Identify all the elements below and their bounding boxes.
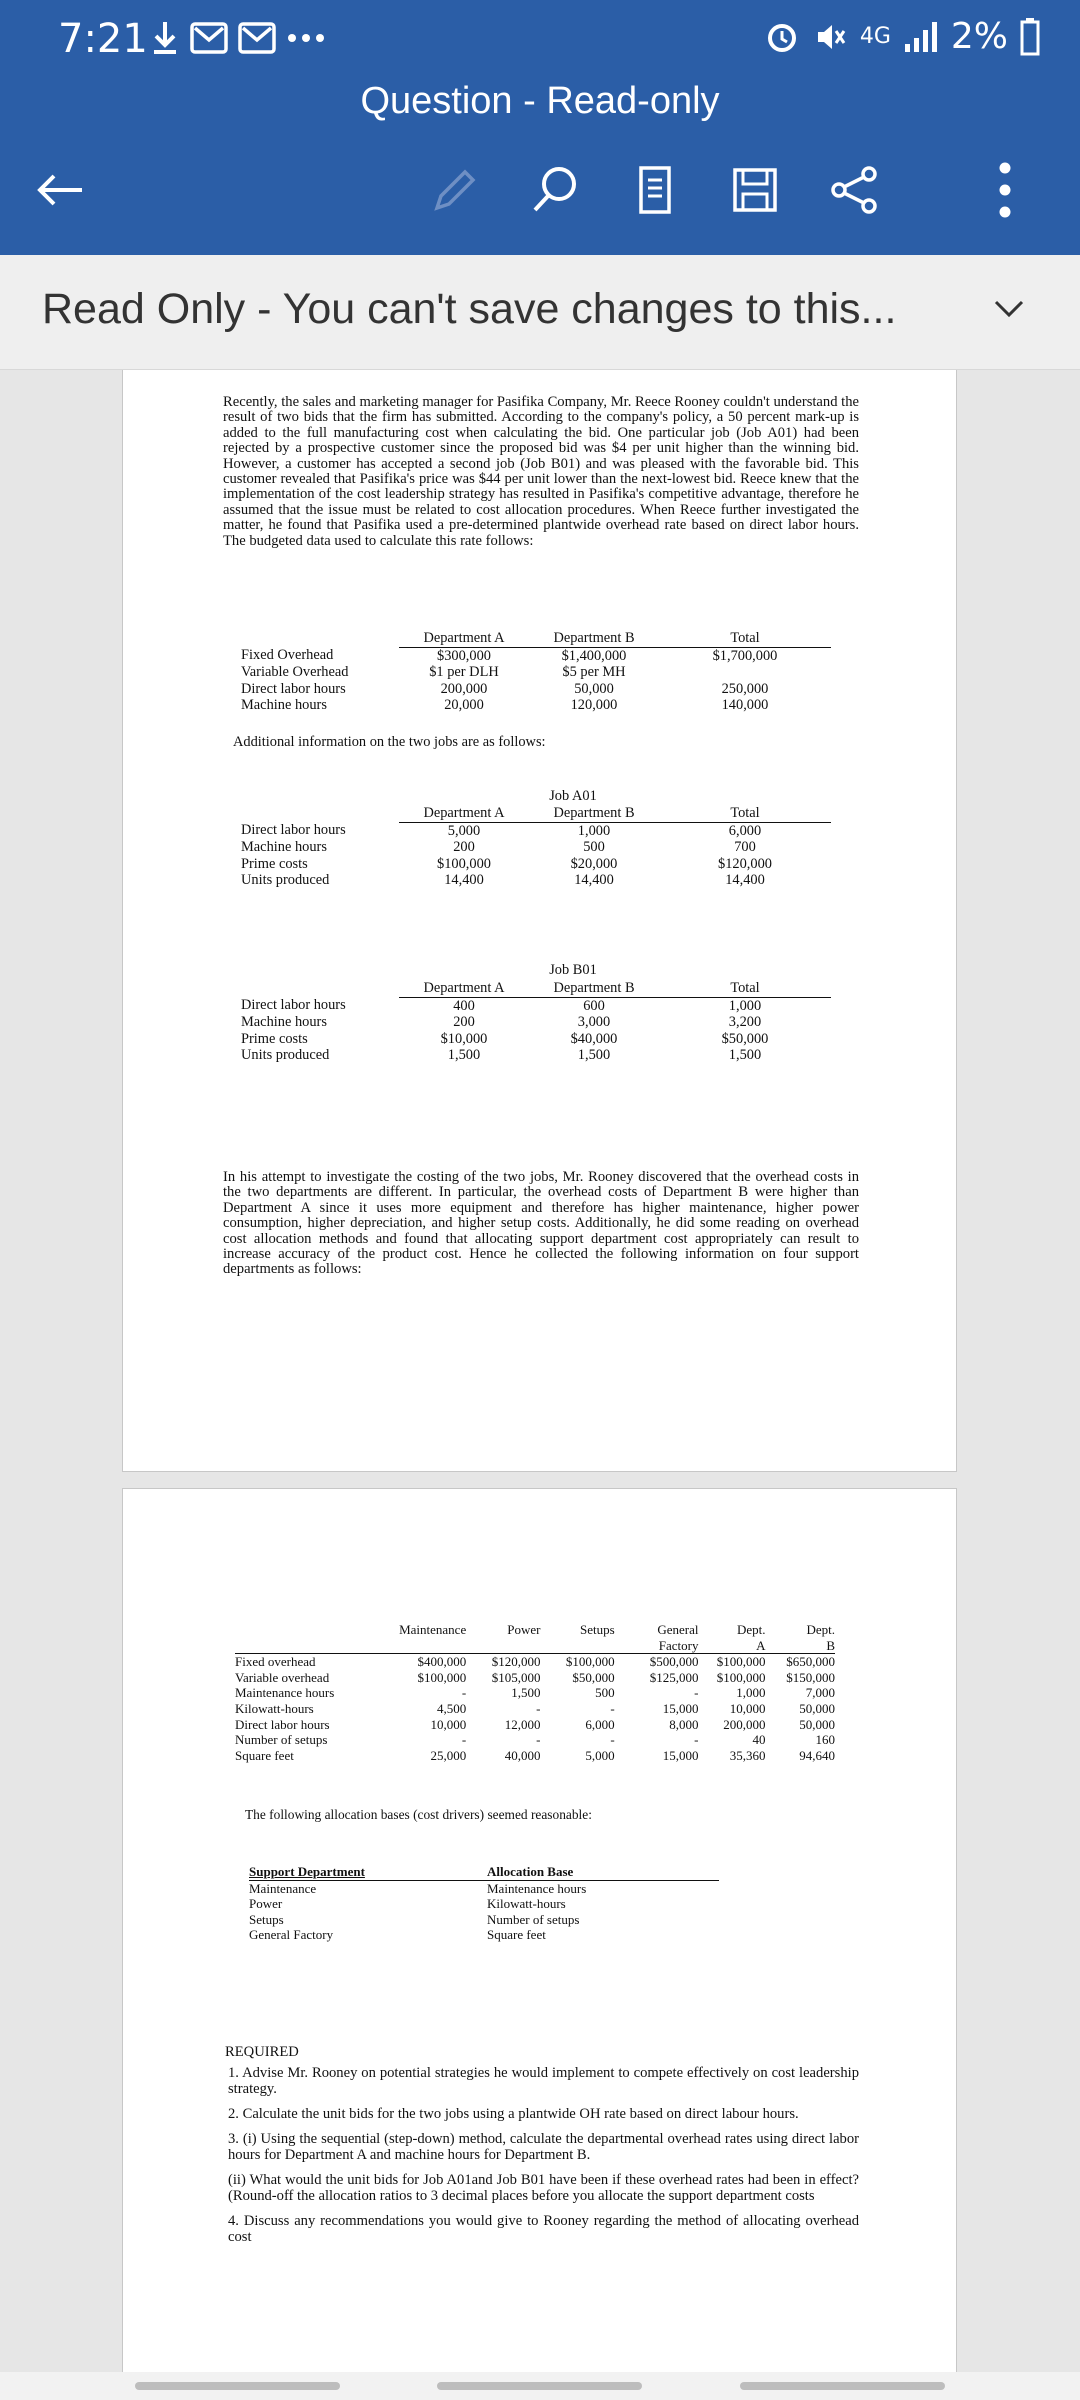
row-label: Units produced [241, 872, 330, 888]
cell: 1,500 [728, 1047, 762, 1063]
read-only-banner[interactable] [0, 255, 1080, 370]
cell: 40,000 [504, 1747, 541, 1763]
cell: $10,000 [440, 1030, 488, 1047]
cell: 8,000 [669, 1716, 699, 1732]
allocation-bases-intro: The following allocation bases (cost drivers) seemed reasonable: [245, 1807, 592, 1822]
table-row [241, 681, 831, 698]
edit-pencil-icon[interactable] [425, 160, 485, 220]
network-type: 4G [859, 24, 891, 49]
table-row [241, 664, 831, 681]
cell: 20,000 [444, 697, 484, 713]
cell: 140,000 [721, 697, 769, 713]
cell: $120,000 [491, 1654, 541, 1670]
cell: 600 [583, 997, 605, 1014]
required-item: 4. Discuss any recommendations you would give to Rooney regarding the method of allocating overhead cost [228, 2213, 859, 2245]
bases-header: Support Department [249, 1864, 365, 1879]
job-header: Department A [399, 980, 529, 997]
row-label: Setups [249, 1911, 284, 1927]
document-title: Question - Read-only [360, 80, 720, 122]
cell: 40 [752, 1732, 766, 1748]
cell: 14,400 [444, 872, 484, 888]
cell: 50,000 [574, 680, 614, 697]
row-label: Fixed Overhead [241, 647, 334, 663]
table-row [241, 1031, 831, 1048]
row-label: Direct labor hours [241, 680, 346, 697]
cell: $300,000 [437, 647, 491, 664]
cell: $1,400,000 [561, 647, 627, 664]
budget-table [241, 630, 831, 714]
nav-pill-left[interactable] [135, 2382, 340, 2390]
row-label: Prime costs [241, 855, 308, 872]
cell: 6,000 [585, 1716, 615, 1732]
row-label: Machine hours [241, 697, 327, 713]
cell: 5,000 [447, 822, 481, 839]
cell: $50,000 [572, 1669, 615, 1685]
allocation-bases-table [249, 1864, 719, 1943]
required-title: REQUIRED [225, 2044, 299, 2060]
cell: 1,500 [577, 1047, 611, 1063]
cell: 14,400 [725, 872, 765, 888]
document-page-2 [122, 1488, 957, 2378]
cell: 14,400 [574, 872, 614, 888]
row-label: Direct labor hours [235, 1716, 330, 1732]
row-label: Direct labor hours [241, 997, 346, 1013]
cell: 3,200 [728, 1014, 762, 1030]
cell: $125,000 [649, 1669, 699, 1685]
cell: 10,000 [729, 1700, 766, 1716]
support-departments-table [235, 1622, 835, 1763]
cell: 5,000 [585, 1747, 615, 1763]
cell: 200 [453, 1014, 475, 1030]
required-section [225, 2044, 859, 2254]
notification-icons [150, 18, 326, 58]
cell: $150,000 [786, 1669, 835, 1685]
download-icon [150, 18, 180, 58]
row-label: Fixed overhead [235, 1654, 316, 1670]
job-a01-caption: Job A01 [549, 788, 597, 804]
cell: 4,500 [436, 1700, 467, 1716]
cell: 500 [595, 1685, 615, 1701]
cell: $1,700,000 [712, 647, 778, 664]
back-arrow-icon[interactable] [30, 160, 90, 220]
cell: 120,000 [570, 697, 618, 713]
table-row [235, 1670, 835, 1686]
reading-view-icon[interactable] [625, 160, 685, 220]
cell: 15,000 [662, 1700, 699, 1716]
cell: 1,000 [577, 822, 611, 839]
table-row [241, 697, 831, 714]
cell: $100,000 [437, 855, 491, 872]
support-header: Maintenance [399, 1622, 467, 1637]
table-row [235, 1748, 835, 1764]
share-icon[interactable] [825, 160, 885, 220]
cell: $105,000 [491, 1669, 541, 1685]
more-notifications-icon [286, 32, 326, 44]
table-row [241, 839, 831, 856]
additional-info-text: Additional information on the two jobs are as follows: [233, 734, 546, 750]
cell: 35,360 [729, 1747, 766, 1763]
row-label: Machine hours [241, 839, 327, 855]
document-page-1 [122, 370, 957, 1472]
table-row [249, 1896, 719, 1912]
cell: 15,000 [662, 1747, 699, 1763]
cell: 500 [583, 839, 605, 855]
support-header: B [826, 1637, 835, 1653]
cell: 1,500 [511, 1685, 541, 1701]
cell: Kilowatt-hours [487, 1896, 566, 1912]
row-label: Variable Overhead [241, 664, 349, 680]
cell: 200 [453, 839, 475, 855]
table-row [235, 1654, 835, 1670]
app-toolbar [0, 80, 1080, 255]
cell: 200,000 [723, 1716, 766, 1732]
cell: - [694, 1685, 699, 1701]
bottom-gesture-bar [0, 2372, 1080, 2400]
table-row [241, 1047, 831, 1064]
cell: - [461, 1685, 467, 1701]
support-header: Dept. [806, 1622, 835, 1637]
cell: 12,000 [504, 1716, 541, 1732]
save-icon[interactable] [725, 160, 785, 220]
job-header: Total [659, 980, 831, 997]
cell: - [610, 1700, 615, 1716]
cell: $400,000 [417, 1654, 467, 1670]
status-time: 7:21 [58, 16, 148, 62]
cell: Maintenance hours [487, 1880, 587, 1896]
row-label: Square feet [235, 1747, 294, 1763]
job-header: Department A [399, 805, 529, 822]
row-label: Units produced [241, 1047, 330, 1063]
gmail-icon [190, 22, 228, 54]
cell: 10,000 [430, 1716, 467, 1732]
cell: - [536, 1732, 541, 1748]
row-label: Variable overhead [235, 1669, 330, 1685]
cell: $5 per MH [562, 664, 626, 680]
status-bar [0, 0, 1080, 80]
more-options-icon[interactable] [985, 158, 1025, 222]
cell: - [461, 1732, 467, 1748]
table-row [241, 872, 831, 889]
required-item: 3. (i) Using the sequential (step-down) method, calculate the departmental overhead rates using direct labor hours for Department A and machine hours for Department B. [228, 2131, 859, 2163]
row-label: Power [249, 1896, 283, 1912]
table-row [235, 1701, 835, 1717]
job-b01-table [241, 980, 831, 1064]
battery-percent: 2% [950, 16, 1008, 57]
support-header: General [657, 1622, 699, 1637]
nav-pill-center[interactable] [437, 2382, 642, 2390]
cell: 160 [815, 1732, 835, 1748]
cell: Number of setups [487, 1911, 580, 1927]
table-row [241, 822, 831, 839]
support-header: Power [507, 1622, 541, 1637]
job-header: Department B [529, 805, 659, 822]
cell: 7,000 [805, 1685, 835, 1701]
required-item: 1. Advise Mr. Rooney on potential strategies he would implement to compete effectively on cost leadership strategy. [228, 2065, 859, 2097]
job-header: Department B [529, 980, 659, 997]
cell: 700 [734, 839, 756, 855]
required-item: 2. Calculate the unit bids for the two jobs using a plantwide OH rate based on direct labour hours. [228, 2106, 799, 2122]
job-b01-caption: Job B01 [549, 962, 597, 978]
cell: $100,000 [716, 1654, 766, 1670]
table-row [249, 1927, 719, 1943]
gmail-icon-2 [238, 22, 276, 54]
cell: 6,000 [728, 822, 762, 839]
table-row [235, 1717, 835, 1733]
job-a01-table [241, 805, 831, 889]
budget-header: Department B [529, 630, 659, 647]
read-only-message: Read Only - You can't save changes to this... [42, 285, 897, 333]
table-row [249, 1880, 719, 1896]
battery-icon [1020, 18, 1040, 56]
search-icon[interactable] [525, 160, 585, 220]
table-row [241, 997, 831, 1014]
table-row [241, 856, 831, 873]
row-label: Prime costs [241, 1030, 308, 1047]
row-label: Number of setups [235, 1732, 328, 1748]
cell: - [536, 1700, 541, 1716]
support-header: A [756, 1637, 766, 1653]
cell: $1 per DLH [429, 664, 499, 680]
cell: $100,000 [565, 1654, 615, 1670]
table-row [235, 1732, 835, 1748]
cell: $500,000 [649, 1654, 699, 1670]
intro-paragraph: Recently, the sales and marketing manager for Pasifika Company, Mr. Reece Rooney couldn't understand the result of two bids that the firm has submitted. According to the company's policy, a 50 percent mark-up is added to the full manufacturing cost when calculating the bid. One particular job (Job A01) had been rejected by a prospective customer since the proposed bid was $4 per unit higher than the winning bid. However, a customer has accepted a second job (Job B01) and was pleased with the favorable bid. This customer revealed that Pasifika's price was $44 per unit lower than the next-lowest bid. Reece knew that the implementation of the cost leadership strategy has resulted in Pasifika's competitive advantage, therefore he assumed that the issue must be related to cost allocation procedures. When Reece further investigated the matter, he found that Pasifika used a pre-determined plantwide overhead rate based on direct labor hours. The budgeted data used to calculate this rate follows: [223, 394, 859, 549]
cell: $120,000 [718, 855, 772, 872]
job-header: Total [659, 805, 831, 822]
cell: $50,000 [721, 1030, 769, 1047]
cell: 25,000 [430, 1747, 467, 1763]
table-row [241, 1014, 831, 1031]
chevron-down-icon[interactable] [992, 297, 1026, 321]
status-right [764, 16, 1040, 57]
row-label: Direct labor hours [241, 822, 346, 838]
support-header: Setups [579, 1622, 615, 1637]
required-item: (ii) What would the unit bids for Job A01and Job B01 have been if these overhead rates had been in effect? (Round-off the allocation ratios to 3 decimal places before you allocate the support department costs [228, 2172, 859, 2204]
budget-header: Department A [399, 630, 529, 647]
cell: 1,500 [447, 1047, 481, 1063]
support-header: Dept. [736, 1622, 766, 1637]
investigation-paragraph: In his attempt to investigate the costing of the two jobs, Mr. Rooney discovered that the overhead costs in the two departments are different. In particular, the overhead costs of Department B were higher than Department A since it uses more equipment and therefore has higher maintenance, higher power consumption, higher depreciation, and higher setup costs. Additionally, he did some reading on overhead cost allocation methods and found that allocating support department cost appropriately can result to increase accuracy of the product cost. Hence he collected the following information on four support departments as follows: [223, 1169, 859, 1278]
row-label: Maintenance hours [235, 1685, 335, 1701]
signal-icon [903, 20, 939, 54]
toolbar-actions [425, 160, 885, 220]
cell: $650,000 [786, 1654, 835, 1670]
cell: 50,000 [799, 1716, 835, 1732]
cell: 200,000 [440, 680, 488, 697]
bases-header: Allocation Base [487, 1864, 574, 1879]
cell: 250,000 [721, 680, 769, 697]
cell [659, 664, 831, 681]
support-header: Factory [658, 1637, 699, 1653]
cell: 94,640 [799, 1747, 835, 1763]
cell: - [694, 1732, 699, 1748]
cell: 3,000 [577, 1014, 611, 1030]
nav-pill-right[interactable] [740, 2382, 945, 2390]
cell: Square feet [487, 1927, 546, 1943]
cell: $20,000 [570, 855, 618, 872]
cell: $100,000 [716, 1669, 766, 1685]
cell: 400 [453, 997, 475, 1014]
mute-icon [812, 19, 848, 55]
cell: 1,000 [728, 997, 762, 1014]
row-label: General Factory [249, 1927, 334, 1943]
cell: 1,000 [736, 1685, 766, 1701]
table-row [249, 1912, 719, 1928]
row-label: Kilowatt-hours [235, 1700, 314, 1716]
row-label: Maintenance [249, 1880, 317, 1896]
table-row [241, 647, 831, 664]
alarm-icon [764, 19, 800, 55]
budget-header: Total [659, 630, 831, 647]
cell: $40,000 [570, 1030, 618, 1047]
cell: - [610, 1732, 615, 1748]
cell: 50,000 [799, 1700, 835, 1716]
table-row [235, 1685, 835, 1701]
cell: $100,000 [417, 1669, 467, 1685]
row-label: Machine hours [241, 1014, 327, 1030]
